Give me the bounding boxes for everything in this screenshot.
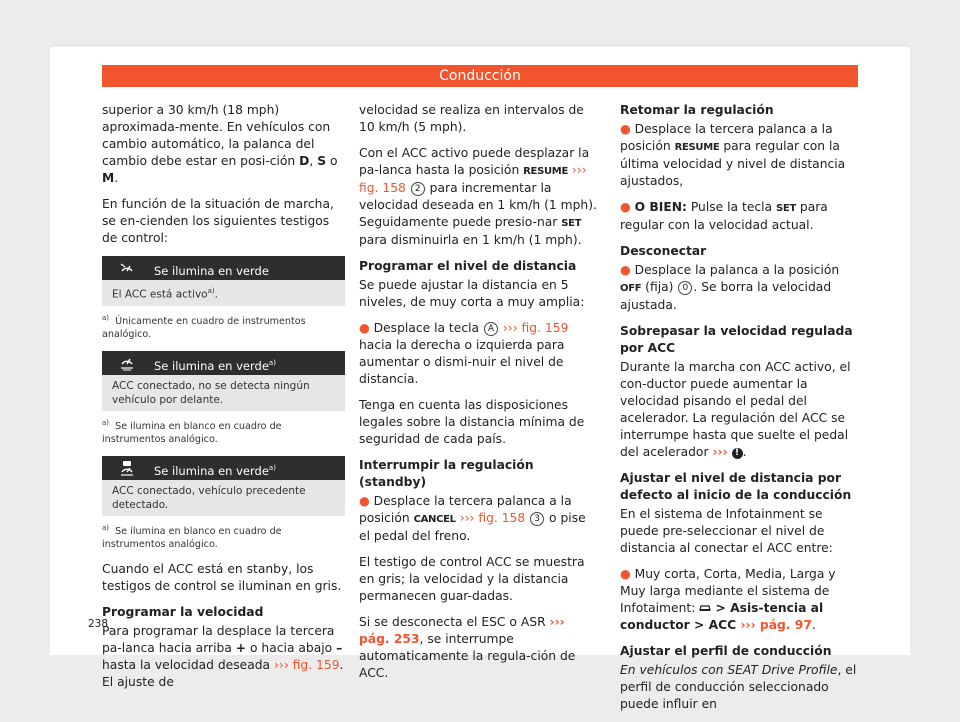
warning-lamp-table <box>102 351 345 411</box>
section-heading: Interrumpir la regulación (standby) <box>359 458 534 489</box>
section-heading: Programar el nivel de distancia <box>359 259 577 273</box>
manual-page <box>50 47 910 711</box>
paragraph: Con el ACC activo puede desplazar la pa-lanca hasta la posición RESUME ››› fig. 158 2 para incrementar la velocidad deseada en 1 km/h (1 mph). Seguidamente puede presio-nar SET para disminuirla en 1 km/h (1 mph). <box>359 146 597 247</box>
bullet-icon: ● <box>359 321 374 335</box>
key-label: SET <box>776 203 796 214</box>
footnote: $^{a)}$ Únicamente en cuadro de instrumentos analógico. <box>102 313 306 340</box>
bullet-item: ● Muy corta, Corta, Media, Larga y Muy larga mediante el sistema de Infotaiment: > Asis-tencia al conductor > ACC ››› pág. 97. <box>620 567 836 632</box>
paragraph: En el sistema de Infotainment se puede pre-seleccionar el nivel de distancia al conectar el ACC entre: <box>620 507 833 555</box>
paragraph: Si se desconecta el ESC o ASR ››› pág. 253, se interrumpe automaticamente la regula-ción de ACC. <box>359 615 576 680</box>
lamp-description: ACC conectado, no se detecta ningún vehículo por delante. <box>102 375 345 411</box>
bullet-icon: ● <box>359 494 374 508</box>
column-1 <box>102 102 345 700</box>
page-number: 238 <box>88 618 109 630</box>
paragraph: Tenga en cuenta las disposiciones legales sobre la distancia mínima de seguridad de cada país. <box>359 398 585 446</box>
bullet-icon: ● <box>620 200 635 214</box>
warning-link[interactable]: ››› <box>712 445 728 459</box>
bullet-icon: ● <box>620 567 635 581</box>
section-heading: Ajustar el perfil de conducción <box>620 644 832 658</box>
paragraph: Cuando el ACC está en stanby, los testigos de control se iluminan en gris. <box>102 562 342 594</box>
warning-lamp-table <box>102 256 345 306</box>
paragraph: superior a 30 km/h (18 mph) aproximada-mente. En vehículos con cambio automático, la palanca del cambio debe estar en posi-ción D, S o M. <box>102 103 338 185</box>
key-label: CANCEL <box>413 514 456 525</box>
figure-link[interactable]: ››› fig. 159 <box>502 321 569 335</box>
key-label: OFF <box>620 283 642 294</box>
lamp-description: El ACC está activo$^{a)}$. <box>102 280 345 306</box>
warning-lamp-table <box>102 456 345 516</box>
lamp-description: ACC conectado, vehículo precedente detectado. <box>102 480 345 516</box>
lamp-header <box>102 351 345 375</box>
bullet-icon: ● <box>620 263 635 277</box>
acc-vehicle-ahead-icon <box>118 456 136 480</box>
paragraph: El testigo de control ACC se muestra en gris; la velocidad y la distancia permanecen guar-dadas. <box>359 555 585 603</box>
bullet-item: ● Desplace la tercera palanca a la posición RESUME para regular con la última velocidad y nivel de distancia ajustados, <box>620 122 846 188</box>
callout-number: 0 <box>678 281 692 295</box>
figure-link[interactable]: ››› fig. 158 <box>459 511 526 525</box>
figure-link[interactable]: ››› fig. 159 <box>274 658 340 673</box>
footnote: $^{a)}$ Se ilumina en blanco en cuadro de instrumentos analógico. <box>102 418 282 445</box>
column-3 <box>620 102 860 722</box>
bullet-icon: ● <box>620 122 635 136</box>
warning-icon: ! <box>732 448 743 459</box>
paragraph: Para programar la desplace la tercera pa-lanca hacia arriba + o hacia abajo – hasta la velocidad deseada ››› fig. 159. El ajuste de <box>102 624 344 690</box>
column-2 <box>359 102 599 691</box>
bullet-item: ● O BIEN: Pulse la tecla SET para regular con la velocidad actual. <box>620 200 828 232</box>
bullet-item: ● Desplace la tercera palanca a la posición CANCEL ››› fig. 158 3 o pise el pedal del freno. <box>359 494 586 543</box>
lamp-title: Se ilumina en verde$^{a)}$ <box>154 463 276 478</box>
page-link[interactable]: ››› pág. 97 <box>740 618 812 632</box>
paragraph: En vehículos con SEAT Drive Profile, el perfil de conducción seleccionado puede influir en <box>620 663 857 711</box>
callout-number: 2 <box>411 182 425 196</box>
section-heading: Programar la velocidad <box>102 605 264 620</box>
callout-number: 3 <box>530 512 544 526</box>
acc-no-vehicle-icon <box>118 351 136 375</box>
section-heading: Ajustar el nivel de distancia por defecto al inicio de la conducción <box>620 471 852 502</box>
figure-link[interactable]: ››› fig. 158 <box>359 163 587 195</box>
section-heading: Retomar la regulación <box>620 103 774 117</box>
bullet-item: ● Desplace la palanca a la posición OFF (fija) 0 . Se borra la velocidad ajustada. <box>620 263 840 312</box>
footnote: $^{a)}$ Se ilumina en blanco en cuadro de instrumentos analógico. <box>102 523 282 551</box>
section-heading: Sobrepasar la velocidad regulada por ACC <box>620 324 853 355</box>
acc-icon <box>118 256 136 280</box>
lamp-header <box>102 456 345 480</box>
lamp-title: Se ilumina en verde$^{a)}$ <box>154 358 276 373</box>
lamp-header <box>102 256 345 280</box>
key-label: RESUME <box>523 166 568 177</box>
car-icon <box>699 603 711 613</box>
paragraph: Durante la marcha con ACC activo, el con-ductor puede aumentar la velocidad pisando el pedal del acelerador. La regulación del ACC se interrumpe hasta que suelte el pedal del acelerador ››› ! . <box>620 360 851 459</box>
paragraph: En función de la situación de marcha, se en-cienden los siguientes testigos de control: <box>102 197 334 245</box>
page-link[interactable]: ››› pág. 253 <box>359 615 565 646</box>
key-label: SET <box>561 218 582 229</box>
paragraph: velocidad se realiza en intervalos de 10 km/h (5 mph). <box>359 103 584 134</box>
callout-letter: A <box>484 322 498 336</box>
bullet-item: ● Desplace la tecla A ››› fig. 159 hacia la derecha o izquierda para aumentar o dismi-nuir el nivel de distancia. <box>359 321 569 386</box>
lamp-title: Se ilumina en verde <box>154 263 269 278</box>
key-label: RESUME <box>674 142 720 153</box>
section-heading: Desconectar <box>620 244 707 258</box>
paragraph: Se puede ajustar la distancia en 5 niveles, de muy corta a muy amplia: <box>359 278 585 309</box>
section-header: Conducción <box>102 65 858 87</box>
